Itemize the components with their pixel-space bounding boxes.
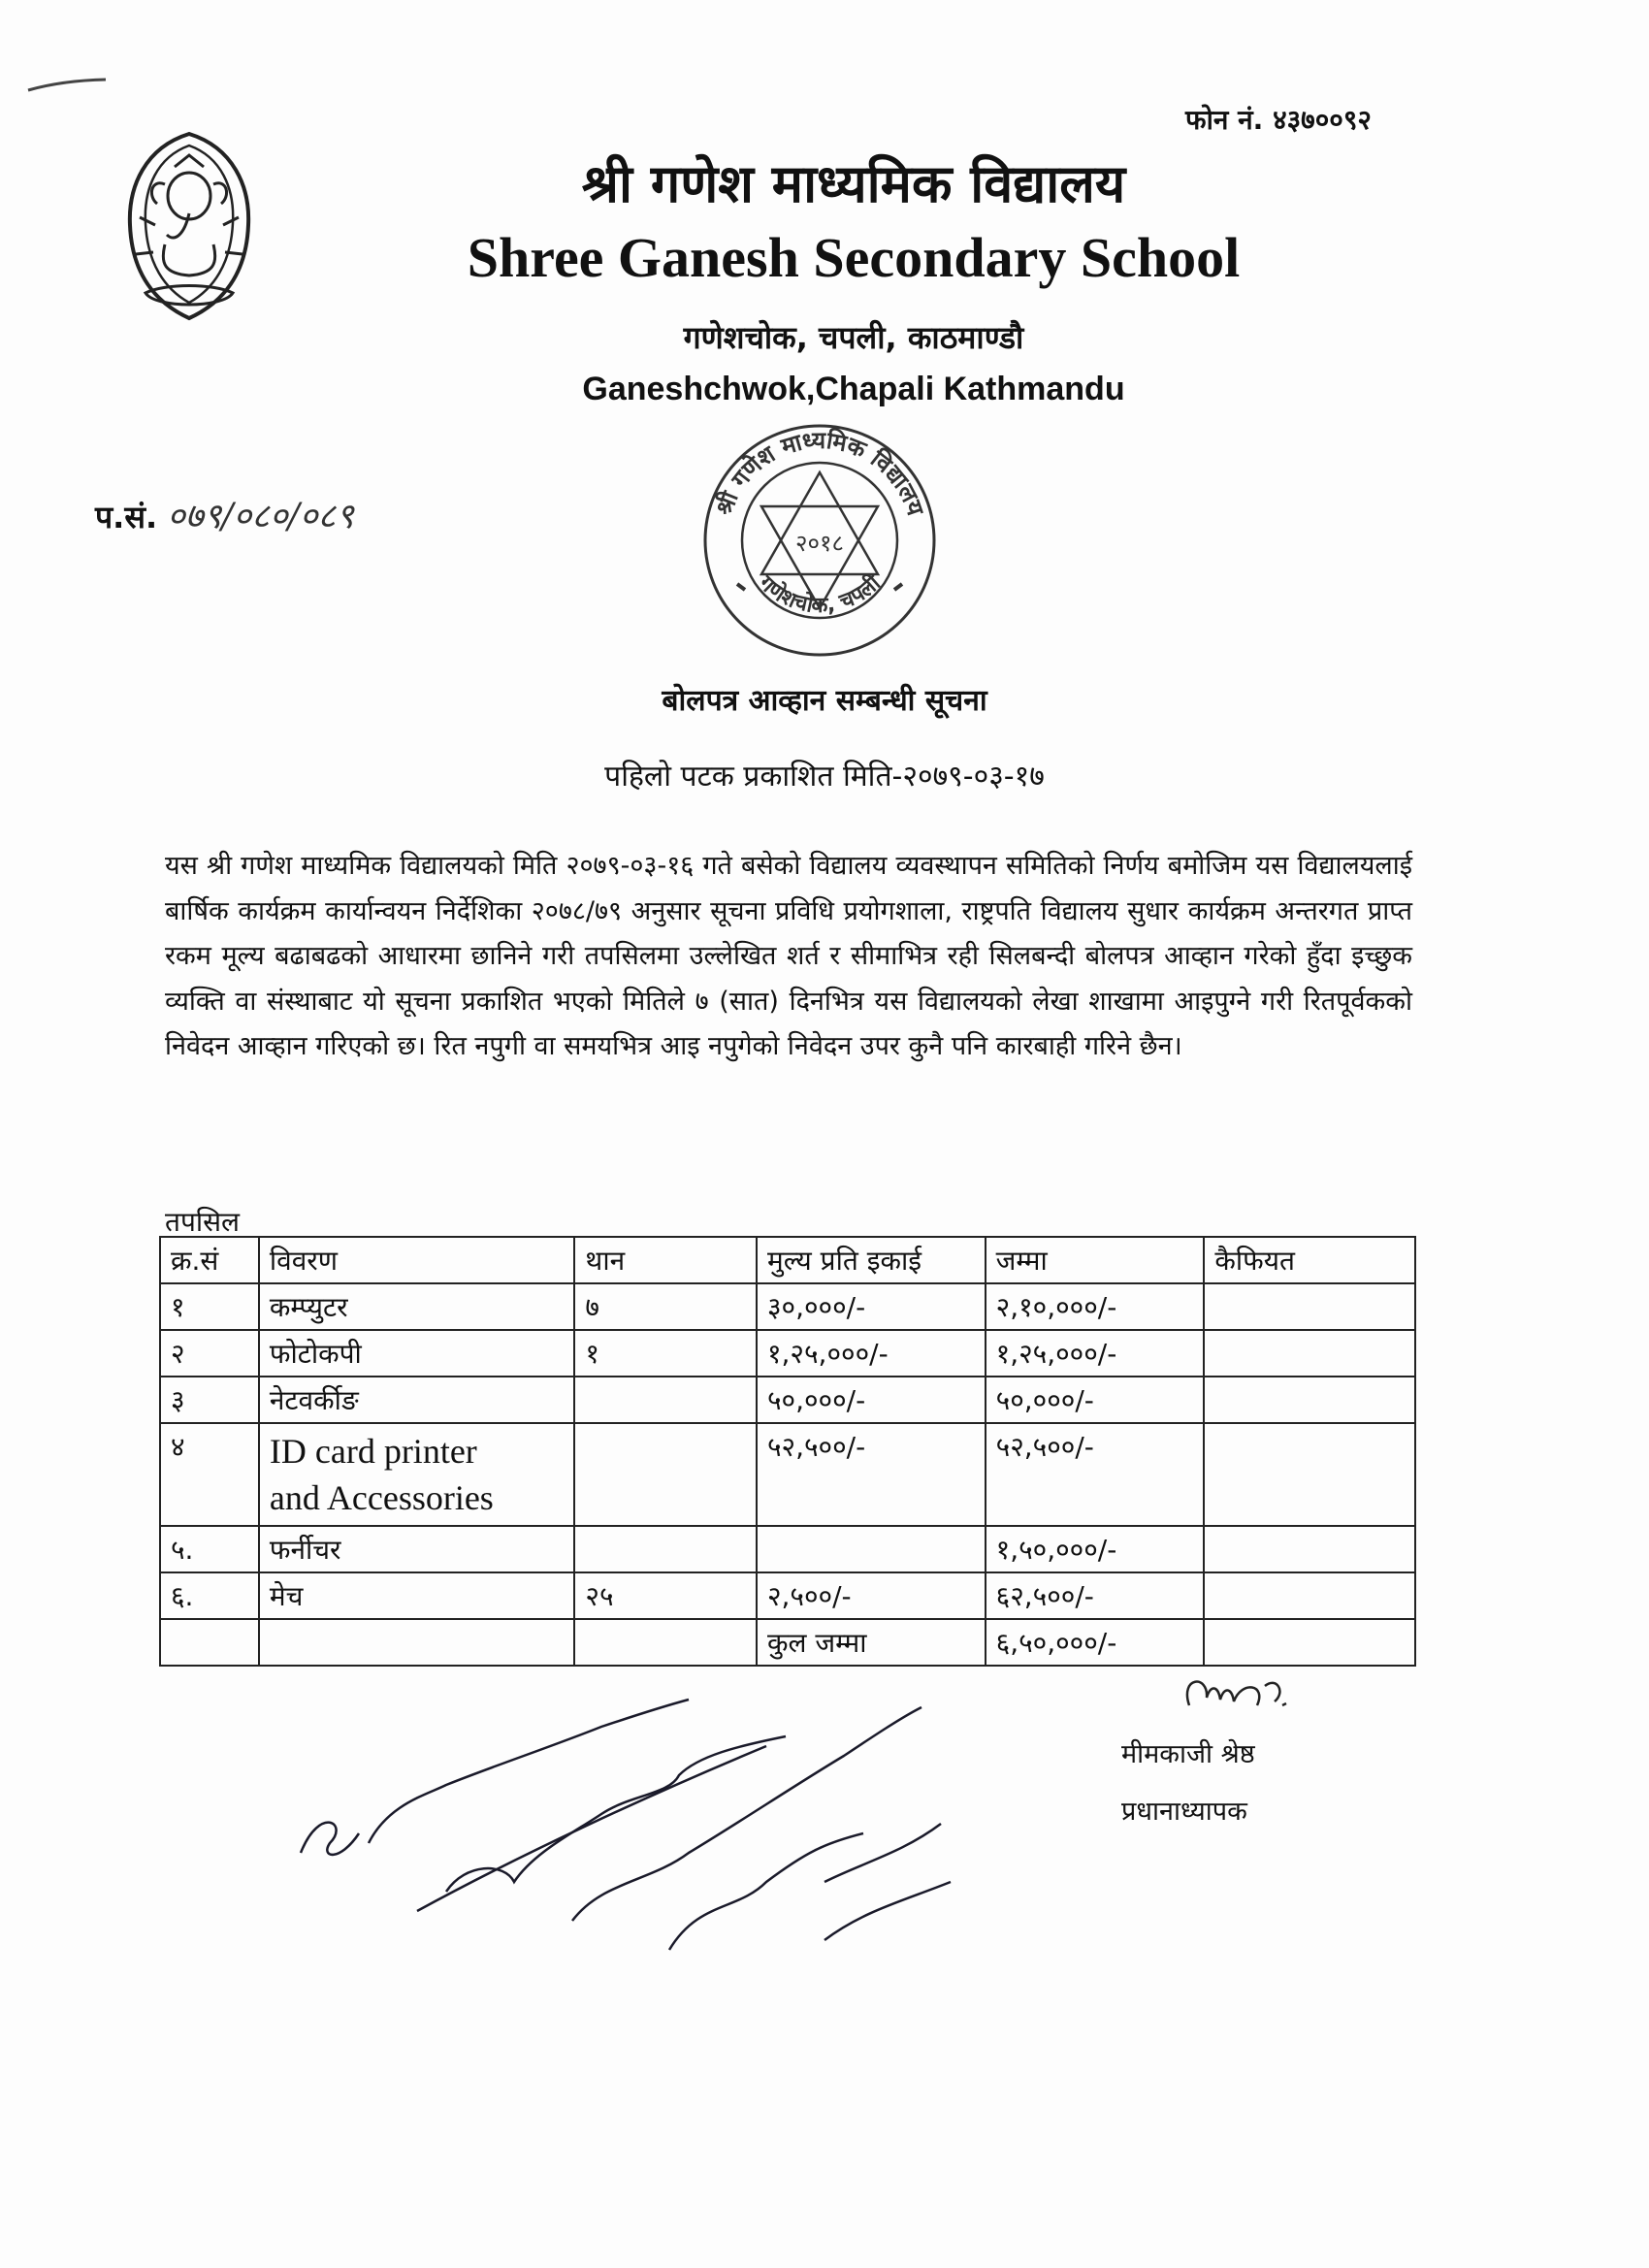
seal-text-top: श्री गणेश माध्यमिक विद्यालय bbox=[710, 426, 929, 519]
seal-text-bottom: गणेशचोक, चपली bbox=[754, 570, 886, 619]
signature-block bbox=[1121, 1667, 1335, 1828]
table-cell: ४ bbox=[160, 1423, 259, 1526]
reference-number bbox=[95, 491, 354, 538]
address-english: Ganeshchwok,Chapali Kathmandu bbox=[582, 371, 1125, 407]
school-name-nepali: श्री गणेश माध्यमिक विद्यालय bbox=[581, 153, 1126, 214]
table-cell: ७ bbox=[574, 1283, 757, 1330]
handwritten-note bbox=[281, 1688, 1038, 1979]
table-cell: ५२,५००/- bbox=[986, 1423, 1205, 1526]
table-cell: ५. bbox=[160, 1526, 259, 1572]
table-total-row bbox=[160, 1619, 1415, 1666]
table-cell: २,१०,०००/- bbox=[986, 1283, 1205, 1330]
table-cell bbox=[1204, 1526, 1415, 1572]
scan-mark bbox=[23, 76, 111, 95]
table-cell bbox=[574, 1377, 757, 1423]
table-cell: २,५००/- bbox=[757, 1572, 986, 1619]
headmaster-title: प्रधानाध्यापक bbox=[1121, 1797, 1247, 1827]
school-name-english: Shree Ganesh Secondary School bbox=[467, 226, 1241, 289]
column-header: कैफियत bbox=[1204, 1237, 1415, 1283]
table-cell bbox=[1204, 1619, 1415, 1666]
table-cell: मेच bbox=[259, 1572, 575, 1619]
total-label: कुल जम्मा bbox=[757, 1619, 986, 1666]
headmaster-signature bbox=[1121, 1667, 1296, 1725]
total-value: ६,५०,०००/- bbox=[986, 1619, 1205, 1666]
phone-number: फोन नं. ४३७००९२ bbox=[1185, 104, 1372, 136]
table-cell bbox=[1204, 1572, 1415, 1619]
table-header-row bbox=[160, 1237, 1415, 1283]
table-cell: नेटवर्कीङ bbox=[259, 1377, 575, 1423]
school-seal bbox=[698, 419, 941, 662]
table-cell: फोटोकपी bbox=[259, 1330, 575, 1377]
table-row bbox=[160, 1330, 1415, 1377]
table-cell: ५०,०००/- bbox=[986, 1377, 1205, 1423]
table-cell: २ bbox=[160, 1330, 259, 1377]
table-cell: १,५०,०००/- bbox=[986, 1526, 1205, 1572]
table-cell bbox=[757, 1526, 986, 1572]
notice-heading: बोलपत्र आव्हान सम्बन्धी सूचना bbox=[662, 684, 987, 718]
svg-text:गणेशचोक, चपली bbox=[754, 568, 887, 618]
table-cell: १ bbox=[160, 1283, 259, 1330]
table-cell: ५०,०००/- bbox=[757, 1377, 986, 1423]
reference-value: ०७९/०८०/०८९ bbox=[167, 497, 354, 536]
table-cell bbox=[1204, 1283, 1415, 1330]
column-header: थान bbox=[574, 1237, 757, 1283]
table-cell bbox=[574, 1526, 757, 1572]
table-row bbox=[160, 1377, 1415, 1423]
table-cell bbox=[1204, 1423, 1415, 1526]
reference-label: प.सं. bbox=[95, 499, 158, 535]
table-cell: २५ bbox=[574, 1572, 757, 1619]
table-cell: ID card printer and Accessories bbox=[259, 1423, 575, 1526]
table-row bbox=[160, 1283, 1415, 1330]
table-cell: कम्प्युटर bbox=[259, 1283, 575, 1330]
seal-year: २०१८ bbox=[795, 530, 844, 557]
address-nepali: गणेशचोक, चपली, काठमाण्डौ bbox=[683, 319, 1024, 356]
column-header: क्र.सं bbox=[160, 1237, 259, 1283]
table-cell: १,२५,०००/- bbox=[986, 1330, 1205, 1377]
column-header: विवरण bbox=[259, 1237, 575, 1283]
details-label: तपसिल bbox=[165, 1206, 241, 1238]
table-cell bbox=[1204, 1330, 1415, 1377]
table-cell bbox=[574, 1423, 757, 1526]
table-row bbox=[160, 1423, 1415, 1526]
table-cell: फर्नीचर bbox=[259, 1526, 575, 1572]
table-row bbox=[160, 1572, 1415, 1619]
column-header: मुल्य प्रति इकाई bbox=[757, 1237, 986, 1283]
notice-body: यस श्री गणेश माध्यमिक विद्यालयको मिति २०७९-०३-१६ गते बसेको विद्यालय व्यवस्थापन समितिको निर्णय बमोजिम यस विद्यालयलाई बार्षिक कार्यक्रम कार्यान्वयन निर्देशिका २०७८/७९ अनुसार सूचना प्रविधि प्रयोगशाला, राष्ट्रपति विद्यालय सुधार कार्यक्रम अन्तरगत प्राप्त रकम मूल्य बढाबढको आधारमा छानिने गरी तपसिलमा उल्लेखित शर्त र सीमाभित्र रही सिलबन्दी बोलपत्र आव्हान गरेको हुँदा इच्छुक व्यक्ति वा संस्थाबाट यो सूचना प्रकाशित भएको मितिले ७ (सात) दिनभित्र यस विद्यालयको लेखा शाखामा आइपुग्ने गरी रितपूर्वकको निवेदन आव्हान गरिएको छ। रित नपुगी वा समयभित्र आइ नपुगेको निवेदन उपर कुनै पनि कारबाही गरिने छैन। bbox=[165, 851, 1412, 1061]
headmaster-name: मीमकाजी श्रेष्ठ bbox=[1121, 1739, 1255, 1769]
publication-date: पहिलो पटक प्रकाशित मिति-२०७९-०३-१७ bbox=[604, 760, 1045, 794]
table-cell bbox=[574, 1619, 757, 1666]
table-row bbox=[160, 1526, 1415, 1572]
table-cell: ३०,०००/- bbox=[757, 1283, 986, 1330]
items-table bbox=[159, 1236, 1416, 1667]
table-cell: ६. bbox=[160, 1572, 259, 1619]
table-cell: १,२५,०००/- bbox=[757, 1330, 986, 1377]
table-cell bbox=[259, 1619, 575, 1666]
table-cell bbox=[1204, 1377, 1415, 1423]
table-cell: ६२,५००/- bbox=[986, 1572, 1205, 1619]
table-cell: ५२,५००/- bbox=[757, 1423, 986, 1526]
table-cell: ३ bbox=[160, 1377, 259, 1423]
table-cell bbox=[160, 1619, 259, 1666]
column-header: जम्मा bbox=[986, 1237, 1205, 1283]
table-cell: १ bbox=[574, 1330, 757, 1377]
